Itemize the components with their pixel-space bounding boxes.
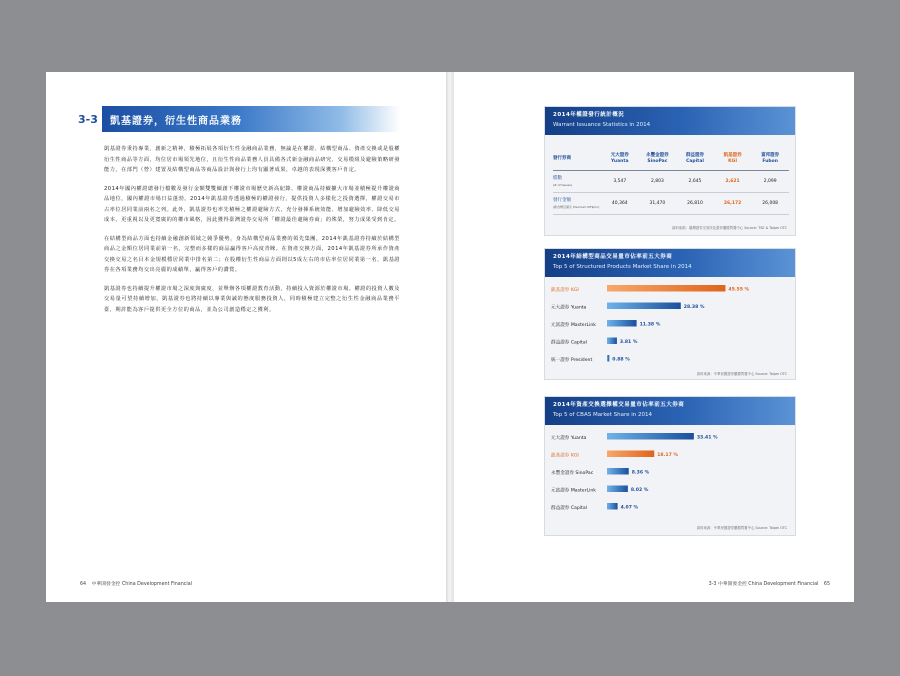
bar [607, 451, 654, 458]
table-cell: 40,364 [611, 200, 628, 206]
table-header-label: 發行券商 [553, 155, 571, 161]
section-title: 凱基證券，衍生性商品業務 [110, 115, 242, 127]
col-en: Fubon [762, 158, 778, 164]
table-cell-highlight: 2,621 [725, 178, 740, 184]
right-footer [709, 580, 834, 587]
bar [607, 433, 694, 440]
panel-header [545, 249, 795, 277]
col-zh: 元大證券 [610, 152, 629, 158]
warrant-table-panel [544, 106, 796, 236]
table-header-cell [601, 153, 639, 165]
table-cell: 2,803 [650, 178, 664, 184]
chart-title-zh: 2014年結構型商品交易量市佔率前五大券商 [553, 254, 673, 260]
table-row [553, 193, 789, 215]
col-zh: 富邦證券 [761, 152, 780, 158]
value-label: 0.88 % [612, 357, 630, 363]
left-page [46, 72, 446, 602]
section-number: 3-3 [78, 112, 98, 126]
paragraph: 在結構型商品方面也持續金融創新領域之競爭優勢，身為結構型商品業務的領先集團，2014年凱基證券持續於結構型商品之金額位居同業前第一名，完整而多樣的商品贏得客戶高度青睞。在資產交換方面，2014年凱基證券所承作資產交換交易之名目本金規模穩居同業中排名第二；在股權衍生性商品方面則以5成左右的市佔率位居同業第一名，凱基證券在各項業務均交出亮麗的成績單，贏得客戶的讚賞。 [104, 235, 400, 273]
row-label-text: 發行金額 [553, 197, 571, 203]
cbas-bar-chart [545, 425, 797, 523]
cbas-chart-panel [544, 396, 796, 536]
body-text [104, 144, 400, 323]
category-label: 永豐金證券 SinoPac [551, 471, 594, 476]
value-label: 8.36 % [631, 470, 650, 476]
bar [607, 320, 637, 327]
col-en: KGI [728, 158, 737, 164]
value-label: 3.81 % [619, 340, 638, 346]
row-unit: (# of Issues) [553, 182, 572, 187]
table-cell: 2,099 [763, 178, 777, 184]
value-label: 8.02 % [630, 488, 649, 494]
table-cell: 31,470 [649, 200, 666, 206]
table-header-cell [676, 153, 714, 165]
value-label: 45.55 % [728, 287, 750, 293]
table-source: 資料來源：臺灣證券交易所及證券櫃檯買賣中心 Source: TSE & Taipei OTC [671, 226, 787, 230]
table-cell: 2,645 [688, 178, 702, 184]
left-footer [80, 580, 196, 587]
panel-header [545, 107, 795, 135]
book-gutter [446, 72, 454, 602]
col-zh: 凱基證券 [723, 152, 742, 158]
category-label: 凱基證券 KGI [551, 453, 579, 459]
col-zh: 群益證券 [685, 152, 704, 158]
value-label: 11.38 % [639, 322, 661, 328]
value-label: 28.38 % [683, 305, 705, 311]
bar [607, 503, 618, 510]
structured-products-bar-chart [545, 277, 797, 369]
bar [607, 486, 628, 493]
bar [607, 355, 609, 362]
bar [607, 468, 629, 475]
row-unit: (新台幣百萬元 Premium NT$mn) [553, 204, 600, 209]
footer-text: 中華開發金控 China Development Financial [91, 582, 192, 587]
right-page [454, 72, 854, 602]
table-cell-highlight: 26,172 [723, 200, 742, 206]
row-label-text: 檔數 [553, 175, 562, 181]
chart-title-zh: 2014年資產交換選擇權交易量市佔率前五大券商 [553, 402, 685, 408]
table-cell: 26,008 [762, 200, 779, 206]
section-title-bar [102, 106, 400, 132]
bar [607, 303, 681, 310]
section-header [78, 106, 400, 132]
panel-title-zh: 2014年權證發行統計概況 [553, 112, 625, 118]
page-number: 64 [80, 582, 87, 587]
table-header-cell [639, 153, 677, 165]
chart-title-en: Top 5 of CBAS Market Share in 2014 [553, 412, 652, 418]
col-en: Capital [686, 158, 704, 164]
table-header-row [553, 147, 789, 171]
value-label: 18.17 % [657, 453, 678, 459]
category-label: 元大證券 Yuanta [551, 436, 587, 441]
paragraph: 2014年國內權證總發行檔數及發行金額雙雙續創下權證市場歷史新高紀錄，權證商品持續擴大市場並積極提升權證商品地位，國內權證市場日益蓬勃。2014年凱基證券透過積極的權證發行，提供投資人多樣化之投資選擇，權證交易市占率位居同業前兩名之列。此外，凱基證券也率先積極之權證避險方式，充分發揮系統效能、增加避險效率、降低交易成本、更重視以及更寬廣的的權市風格，因此獲得臺灣證券交易所「權證最佳避險券商」的殊榮，努力成果受到肯定。 [104, 185, 400, 223]
bar [607, 338, 617, 345]
panel-title-en: Warrant Issuance Statistics in 2014 [553, 122, 651, 128]
chart-source: 資料來源：中華民國證券櫃檯買賣中心 Source: Taipei OTC [696, 526, 787, 530]
category-label: 統一證券 President [551, 358, 593, 363]
category-label: 群益證券 Capital [551, 340, 587, 346]
bar [607, 285, 725, 292]
value-label: 4.07 % [620, 505, 639, 511]
row-label [553, 176, 601, 188]
value-label: 33.41 % [696, 435, 718, 441]
page-number: 65 [823, 582, 830, 587]
table-header-cell-highlight [714, 153, 752, 165]
category-label: 元富證券 MasterLink [551, 488, 596, 494]
chart-title-en: Top 5 of Structured Products Market Share in 2014 [553, 264, 692, 270]
category-label: 元大證券 Yuanta [551, 305, 587, 311]
paragraph: 凱基證券也持續提升權證市場之深度與廣度，並舉辦各項權證教育活動，持續投入資源於權證市場。權證的投資人數及交易量可望持續增加，凱基證券也將持續以專業與誠的態度服務投資人，同時積極建立完整之衍生性金融商品業務平臺，期許能為客戶提供更全方位的商品，並為公司創造穩定之獲利。 [104, 285, 400, 313]
table-cell: 26,810 [687, 200, 703, 206]
table-header-cell [751, 153, 789, 165]
col-en: Yuanta [611, 158, 629, 164]
footer-text: 3-3 中華開發金控 China Development Financial [708, 582, 819, 587]
category-label: 元富證券 MasterLink [551, 323, 596, 328]
col-en: SinoPac [647, 158, 668, 164]
table-row [553, 171, 789, 193]
panel-header [545, 397, 795, 425]
col-zh: 永豐金證券 [646, 152, 669, 158]
table-cell: 3,547 [613, 178, 627, 184]
category-label: 群益證券 Capital [551, 506, 587, 511]
warrant-table [553, 147, 789, 215]
paragraph: 凱基證券秉持專業、創新之精神，積極拓展各項衍生性金融商品業務，無論是在權證、結構型商品、資產交換或是股權衍生性商品等方面，均位居市場領先地位，且衍生性商品業務人員具備各式新金融商品研究、交易模組及避險策略研發能力，在部門（營）建置及結構型商品等商品設計與發行上均有顯著成果，卓越的表現深獲客戶肯定。 [104, 146, 400, 173]
category-label: 凱基證券 KGI [551, 288, 579, 293]
row-label [553, 198, 601, 210]
chart-source: 資料來源：中華民國證券櫃檯買賣中心 Source: Taipei OTC [696, 372, 787, 376]
structured-products-chart-panel [544, 248, 796, 380]
